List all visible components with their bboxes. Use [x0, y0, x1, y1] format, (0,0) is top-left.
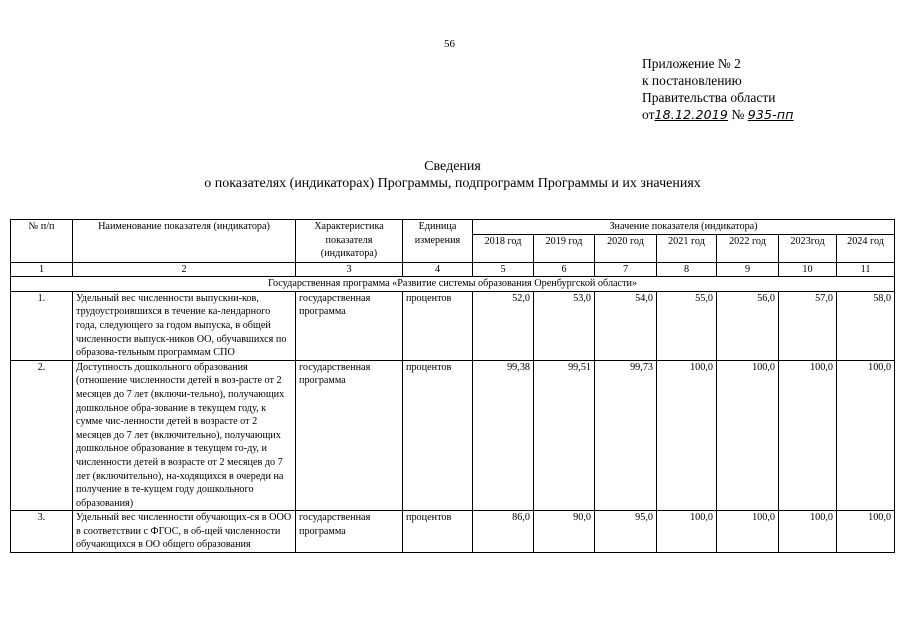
- indicator-value: 99,51: [534, 360, 595, 511]
- header-num: № п/п: [11, 220, 73, 263]
- indicator-unit: процентов: [403, 360, 473, 511]
- handwritten-date: 18.12.2019: [654, 107, 729, 122]
- row-number: 3.: [11, 511, 73, 553]
- page-number: 56: [444, 38, 455, 50]
- column-number: 7: [595, 262, 657, 277]
- column-number: 4: [403, 262, 473, 277]
- column-number: 10: [779, 262, 837, 277]
- header-unit: Единица измерения: [403, 220, 473, 263]
- header-year: 2018 год: [473, 234, 534, 262]
- header-name: Наименование показателя (индикатора): [73, 220, 296, 263]
- title-line-1: Сведения: [424, 159, 481, 174]
- indicator-name: Удельный вес численности выпускни-ков, трудоустроившихся в течение ка-лендарного года, следующего за годом выпуска, в общей численности выпуск-ников ОО, обучавшихся по образова-тельным программам СПО: [73, 291, 296, 360]
- header-year: 2022 год: [717, 234, 779, 262]
- row-number: 2.: [11, 360, 73, 511]
- indicator-value: 99,73: [595, 360, 657, 511]
- indicator-value: 100,0: [837, 511, 895, 553]
- indicator-value: 100,0: [657, 360, 717, 511]
- indicator-value: 100,0: [657, 511, 717, 553]
- header-year: 2020 год: [595, 234, 657, 262]
- header-year: 2021 год: [657, 234, 717, 262]
- column-number: 2: [73, 262, 296, 277]
- header-year: 2024 год: [837, 234, 895, 262]
- indicator-value: 86,0: [473, 511, 534, 553]
- indicator-value: 100,0: [717, 511, 779, 553]
- appendix-date-number: [642, 106, 794, 123]
- table-row: [11, 291, 895, 360]
- appendix-resolution: к постановлению: [642, 73, 742, 88]
- indicator-value: 95,0: [595, 511, 657, 553]
- row-number: 1.: [11, 291, 73, 360]
- indicator-name: Доступность дошкольного образования (отношение численности детей в воз-расте от 2 месяцев до 7 лет (включи-тельно), получающих дошкольное обра-зование в текущем году, к сумме чис-ленности детей в возрасте от 2 месяцев до 7 лет (включительно), получающих дошкольное образование в текущем го-ду, и численности детей в возрасте от 2 месяцев до 7 лет (включительно), на-ходящихся в очереди на получение в те-кущем году дошкольного образования): [73, 360, 296, 511]
- indicator-characteristic: государственная программа: [296, 291, 403, 360]
- column-number: 6: [534, 262, 595, 277]
- column-number: 8: [657, 262, 717, 277]
- indicator-value: 90,0: [534, 511, 595, 553]
- column-number: 1: [11, 262, 73, 277]
- header-year: 2023год: [779, 234, 837, 262]
- indicator-value: 57,0: [779, 291, 837, 360]
- column-number: 3: [296, 262, 403, 277]
- indicators-table: [10, 219, 895, 553]
- indicator-value: 52,0: [473, 291, 534, 360]
- from-prefix: от: [642, 107, 655, 122]
- indicator-value: 100,0: [779, 360, 837, 511]
- table-row: [11, 511, 895, 553]
- header-year: 2019 год: [534, 234, 595, 262]
- column-number: 9: [717, 262, 779, 277]
- indicator-value: 100,0: [837, 360, 895, 511]
- indicator-unit: процентов: [403, 511, 473, 553]
- header-values-group: Значение показателя (индикатора): [473, 220, 895, 235]
- column-number: 11: [837, 262, 895, 277]
- indicator-value: 54,0: [595, 291, 657, 360]
- document-title: [0, 158, 905, 192]
- indicator-value: 58,0: [837, 291, 895, 360]
- indicator-value: 100,0: [717, 360, 779, 511]
- table-row: [11, 360, 895, 511]
- program-title: Государственная программа «Развитие системы образования Оренбургской области»: [11, 277, 895, 292]
- header-row-1: [11, 220, 895, 235]
- indicator-value: 55,0: [657, 291, 717, 360]
- indicator-value: 99,38: [473, 360, 534, 511]
- handwritten-number: 935-пп: [747, 107, 794, 122]
- appendix-government: Правительства области: [642, 90, 776, 105]
- column-number: 5: [473, 262, 534, 277]
- indicator-value: 56,0: [717, 291, 779, 360]
- number-prefix: №: [731, 107, 745, 122]
- title-line-2: о показателях (индикаторах) Программы, подпрограмм Программы и их значениях: [204, 176, 701, 191]
- indicator-value: 100,0: [779, 511, 837, 553]
- indicator-characteristic: государственная программа: [296, 511, 403, 553]
- indicator-characteristic: государственная программа: [296, 360, 403, 511]
- indicator-unit: процентов: [403, 291, 473, 360]
- column-number-row: [11, 262, 895, 277]
- program-row: [11, 277, 895, 292]
- indicator-name: Удельный вес численности обучающих-ся в ООО в соответствии с ФГОС, в об-щей численности обучающихся в ОО общего образования: [73, 511, 296, 553]
- header-characteristic: Характеристика показателя (индикатора): [296, 220, 403, 263]
- appendix-title: Приложение № 2: [642, 56, 741, 71]
- indicator-value: 53,0: [534, 291, 595, 360]
- appendix-block: [642, 55, 794, 123]
